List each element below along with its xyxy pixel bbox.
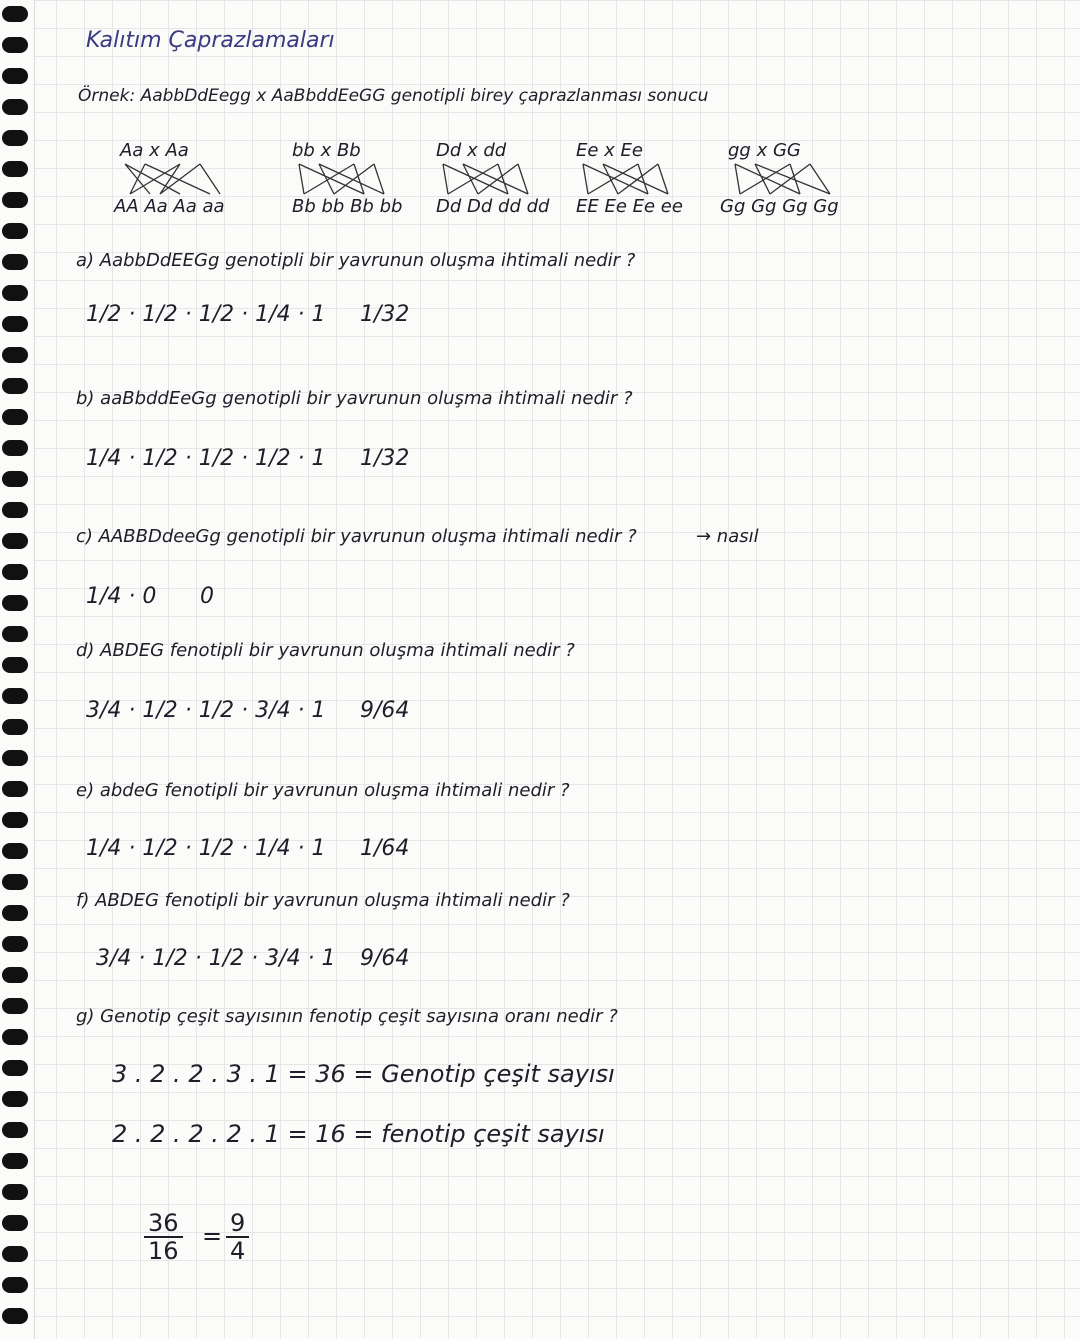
equals-sign: = [202, 1222, 223, 1250]
question-e: e) abdeG fenotipli bir yavrunun oluşma ihtimali nedir ? [76, 780, 570, 801]
cross-3-offspring: Dd Dd dd dd [436, 196, 550, 217]
binding-hole [2, 99, 28, 115]
question-c-result: 0 [200, 584, 214, 609]
cross-3-lines-icon [438, 162, 538, 196]
question-g: g) Genotip çeşit sayısının fenotip çeşit sayısına oranı nedir ? [76, 1006, 618, 1027]
binding-hole [2, 595, 28, 611]
binding-hole [2, 440, 28, 456]
binding-hole [2, 1308, 28, 1324]
binding-hole [2, 843, 28, 859]
question-b-work: 1/4 · 1/2 · 1/2 · 1/2 · 1 [86, 446, 326, 471]
binding-hole [2, 533, 28, 549]
ratio-simplified-fraction [226, 1210, 249, 1265]
question-a-result: 1/32 [360, 302, 410, 327]
cross-5-lines-icon [730, 162, 840, 196]
binding-hole [2, 657, 28, 673]
binding-hole [2, 936, 28, 952]
binding-hole [2, 6, 28, 22]
cross-1-lines-icon [120, 162, 230, 196]
question-f-work: 3/4 · 1/2 · 1/2 · 3/4 · 1 [96, 946, 336, 971]
binding-hole [2, 1029, 28, 1045]
binding-hole [2, 254, 28, 270]
binding-hole [2, 967, 28, 983]
binding-hole [2, 285, 28, 301]
binding-hole [2, 874, 28, 890]
question-a: a) AabbDdEEGg genotipli bir yavrunun oluşma ihtimali nedir ? [76, 250, 636, 271]
binding-hole [2, 37, 28, 53]
spiral-binding [0, 0, 35, 1339]
binding-hole [2, 1184, 28, 1200]
question-b-result: 1/32 [360, 446, 410, 471]
question-a-work: 1/2 · 1/2 · 1/2 · 1/4 · 1 [86, 302, 326, 327]
binding-hole [2, 626, 28, 642]
question-d: d) ABDEG fenotipli bir yavrunun oluşma ihtimali nedir ? [76, 640, 575, 661]
ratio-numerator: 36 [144, 1210, 183, 1238]
question-d-result: 9/64 [360, 698, 410, 723]
binding-hole [2, 409, 28, 425]
question-b: b) aaBbddEeGg genotipli bir yavrunun oluşma ihtimali nedir ? [76, 388, 633, 409]
question-f-result: 9/64 [360, 946, 410, 971]
ratio-simplified-numerator: 9 [226, 1210, 249, 1238]
binding-hole [2, 688, 28, 704]
cross-3-parents: Dd x dd [436, 140, 507, 161]
binding-hole [2, 1246, 28, 1262]
question-c: c) AABBDdeeGg genotipli bir yavrunun oluşma ihtimali nedir ? [76, 526, 637, 547]
cross-4-offspring: EE Ee Ee ee [576, 196, 683, 217]
page-title: Kalıtım Çaprazlamaları [86, 28, 335, 53]
question-c-work: 1/4 · 0 [86, 584, 157, 609]
question-c-note: → nasıl [696, 526, 759, 547]
ratio-simplified-denominator: 4 [230, 1237, 246, 1266]
cross-1-offspring: AA Aa Aa aa [114, 196, 225, 217]
cross-5-parents: gg x GG [728, 140, 801, 161]
cross-2-parents: bb x Bb [292, 140, 361, 161]
binding-hole [2, 192, 28, 208]
binding-hole [2, 564, 28, 580]
cross-1-parents: Aa x Aa [120, 140, 189, 161]
binding-hole [2, 316, 28, 332]
binding-hole [2, 1153, 28, 1169]
ratio-denominator: 16 [148, 1237, 179, 1266]
binding-hole [2, 905, 28, 921]
question-e-work: 1/4 · 1/2 · 1/2 · 1/4 · 1 [86, 836, 326, 861]
binding-hole [2, 1215, 28, 1231]
binding-hole [2, 378, 28, 394]
question-f: f) ABDEG fenotipli bir yavrunun oluşma ihtimali nedir ? [76, 890, 570, 911]
binding-hole [2, 471, 28, 487]
phenotype-line: 2 . 2 . 2 . 2 . 1 = 16 = fenotip çeşit sayısı [112, 1120, 605, 1148]
binding-hole [2, 719, 28, 735]
binding-hole [2, 781, 28, 797]
cross-2-lines-icon [294, 162, 394, 196]
binding-hole [2, 502, 28, 518]
example-statement: Örnek: AabbDdEegg x AaBbddEeGG genotipli birey çaprazlanması sonucu [78, 86, 709, 106]
cross-5-offspring: Gg Gg Gg Gg [720, 196, 839, 217]
binding-hole [2, 750, 28, 766]
binding-hole [2, 1122, 28, 1138]
binding-hole [2, 68, 28, 84]
cross-4-lines-icon [578, 162, 678, 196]
binding-hole [2, 223, 28, 239]
binding-hole [2, 1091, 28, 1107]
ratio-fraction [144, 1210, 183, 1265]
binding-hole [2, 347, 28, 363]
binding-hole [2, 812, 28, 828]
genotype-line: 3 . 2 . 2 . 3 . 1 = 36 = Genotip çeşit sayısı [112, 1060, 615, 1088]
binding-hole [2, 998, 28, 1014]
cross-2-offspring: Bb bb Bb bb [292, 196, 403, 217]
binding-hole [2, 130, 28, 146]
binding-hole [2, 1060, 28, 1076]
binding-hole [2, 161, 28, 177]
cross-4-parents: Ee x Ee [576, 140, 643, 161]
question-e-result: 1/64 [360, 836, 410, 861]
question-d-work: 3/4 · 1/2 · 1/2 · 3/4 · 1 [86, 698, 326, 723]
binding-hole [2, 1277, 28, 1293]
